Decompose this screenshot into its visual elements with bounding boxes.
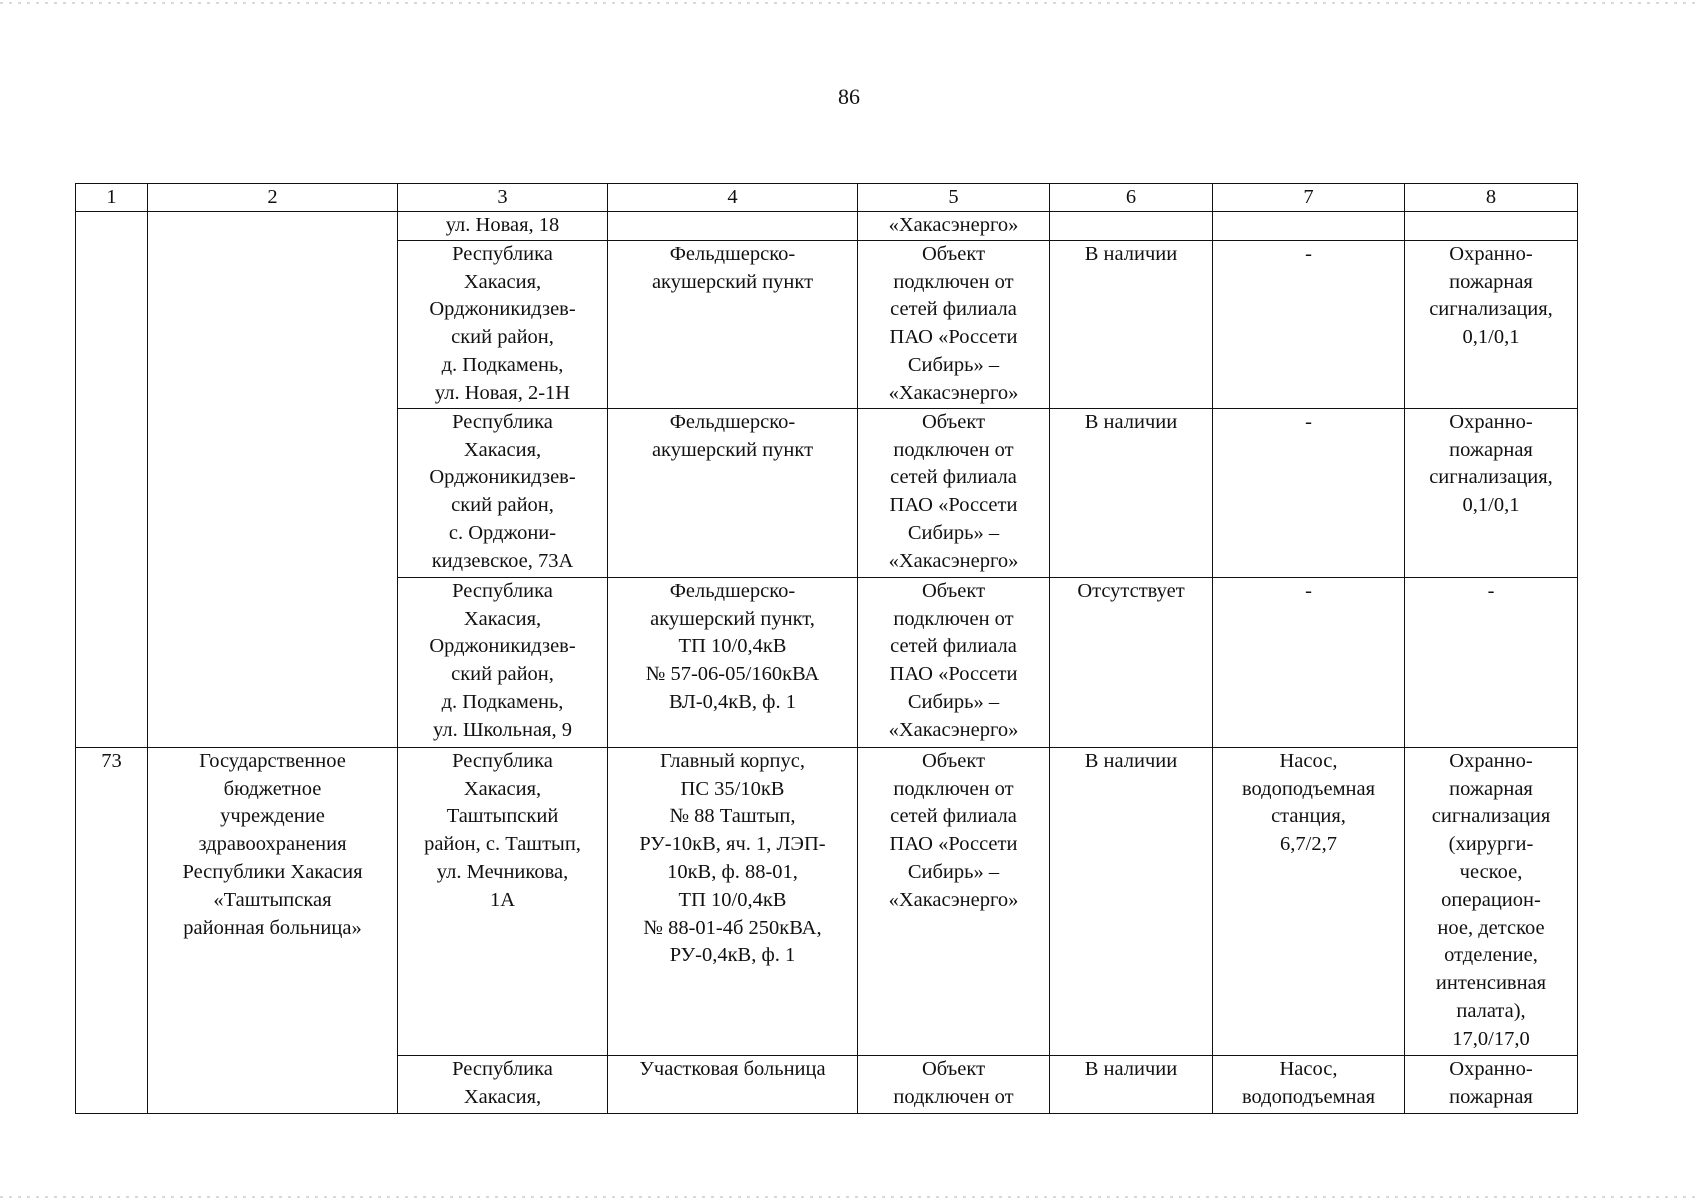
cell-availability: В наличии: [1050, 240, 1213, 408]
cell-availability: [1050, 212, 1213, 241]
column-header: 6: [1050, 184, 1213, 212]
column-header: 5: [858, 184, 1050, 212]
table-row: [76, 212, 1578, 241]
column-header: 7: [1213, 184, 1405, 212]
cell-power-source: Объект подключен от: [858, 1055, 1050, 1113]
cell-signalling: Охранно- пожарная сигнализация (хирурги- ческое, операцион- ное, детское отделение, интенсивная палата), 17,0/17,0: [1405, 747, 1578, 1055]
cell-address: Республика Хакасия,: [398, 1055, 608, 1113]
cell-availability: В наличии: [1050, 747, 1213, 1055]
column-number-row: [76, 184, 1578, 212]
cell-address: Республика Хакасия, Таштыпский район, с. Таштып, ул. Мечникова, 1А: [398, 747, 608, 1055]
table-row: [76, 747, 1578, 1055]
cell-signalling: Охранно- пожарная: [1405, 1055, 1578, 1113]
cell-object: Фельдшерско- акушерский пункт: [608, 240, 858, 408]
cell-signalling: -: [1405, 577, 1578, 747]
cell-power-source: Объект подключен от сетей филиала ПАО «Россети Сибирь» – «Хакасэнерго»: [858, 240, 1050, 408]
cell-address: Республика Хакасия, Орджоникидзев- ский район, с. Орджони- кидзевское, 73А: [398, 408, 608, 577]
cell-object: Главный корпус, ПС 35/10кВ № 88 Таштып, РУ-10кВ, яч. 1, ЛЭП- 10кВ, ф. 88-01, ТП 10/0,4кВ № 88-01-4б 250кВА, РУ-0,4кВ, ф. 1: [608, 747, 858, 1055]
cell-equipment: Насос, водоподъемная: [1213, 1055, 1405, 1113]
cell-institution: [148, 1055, 398, 1113]
cell-equipment: -: [1213, 240, 1405, 408]
cell-signalling: Охранно- пожарная сигнализация, 0,1/0,1: [1405, 240, 1578, 408]
page-number: 86: [838, 84, 860, 109]
cell-power-source: Объект подключен от сетей филиала ПАО «Россети Сибирь» – «Хакасэнерго»: [858, 408, 1050, 577]
infrastructure-table: [75, 183, 1578, 1114]
cell-object: Фельдшерско- акушерский пункт, ТП 10/0,4кВ № 57-06-05/160кВА ВЛ-0,4кВ, ф. 1: [608, 577, 858, 747]
cell-object: [608, 212, 858, 241]
cell-equipment: Насос, водоподъемная станция, 6,7/2,7: [1213, 747, 1405, 1055]
column-header: 3: [398, 184, 608, 212]
cell-number: [76, 212, 148, 748]
cell-power-source: «Хакасэнерго»: [858, 212, 1050, 241]
column-header: 4: [608, 184, 858, 212]
cell-signalling: [1405, 212, 1578, 241]
cell-address: ул. Новая, 18: [398, 212, 608, 241]
cell-power-source: Объект подключен от сетей филиала ПАО «Россети Сибирь» – «Хакасэнерго»: [858, 577, 1050, 747]
cell-availability: В наличии: [1050, 408, 1213, 577]
cell-institution: Государственное бюджетное учреждение здравоохранения Республики Хакасия «Таштыпская районная больница»: [148, 747, 398, 1055]
cell-object: Фельдшерско- акушерский пункт: [608, 408, 858, 577]
cell-equipment: -: [1213, 408, 1405, 577]
scan-artifact-top: [0, 2, 1698, 4]
column-header: 8: [1405, 184, 1578, 212]
table-row: [76, 1055, 1578, 1113]
cell-institution: [148, 212, 398, 748]
cell-number: 73: [76, 747, 148, 1055]
cell-object: Участковая больница: [608, 1055, 858, 1113]
cell-address: Республика Хакасия, Орджоникидзев- ский район, д. Подкамень, ул. Новая, 2-1Н: [398, 240, 608, 408]
scan-artifact-bottom: [0, 1196, 1698, 1198]
cell-number: [76, 1055, 148, 1113]
cell-power-source: Объект подключен от сетей филиала ПАО «Россети Сибирь» – «Хакасэнерго»: [858, 747, 1050, 1055]
cell-availability: Отсутствует: [1050, 577, 1213, 747]
column-header: 1: [76, 184, 148, 212]
cell-equipment: [1213, 212, 1405, 241]
column-header: 2: [148, 184, 398, 212]
cell-signalling: Охранно- пожарная сигнализация, 0,1/0,1: [1405, 408, 1578, 577]
cell-availability: В наличии: [1050, 1055, 1213, 1113]
cell-equipment: -: [1213, 577, 1405, 747]
cell-address: Республика Хакасия, Орджоникидзев- ский район, д. Подкамень, ул. Школьная, 9: [398, 577, 608, 747]
